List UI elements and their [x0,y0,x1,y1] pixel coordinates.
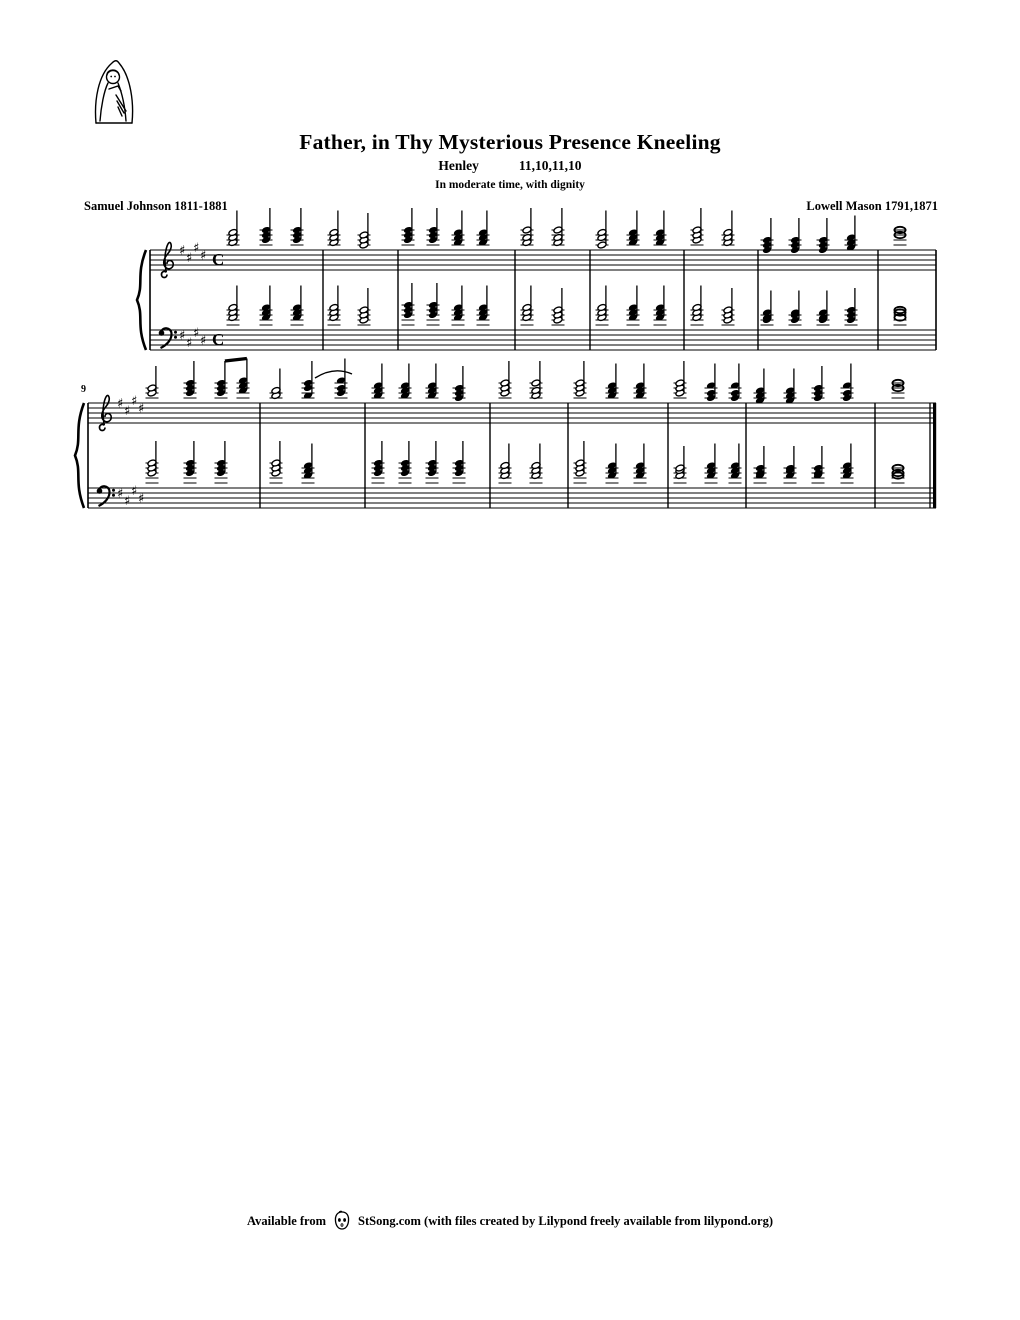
svg-text:♯: ♯ [124,494,131,509]
svg-text:9: 9 [81,384,86,395]
svg-text:♯: ♯ [138,491,145,507]
svg-text:♯: ♯ [186,251,193,266]
svg-text:♯: ♯ [131,394,138,409]
composer: Lowell Mason 1791,1871 [806,199,938,213]
svg-text:♯: ♯ [138,401,145,417]
svg-text:♯: ♯ [131,484,138,499]
svg-text:♯: ♯ [200,333,207,349]
tune-name: Henley [438,158,479,173]
music-system-1 [137,208,936,351]
svg-text:♯: ♯ [179,243,186,259]
stsong-face-icon [332,1210,352,1232]
svg-text:C: C [212,330,225,349]
meter: 11,10,11,10 [518,158,582,173]
svg-text:♯: ♯ [193,241,200,256]
svg-text:♯: ♯ [186,336,193,351]
svg-text:♯: ♯ [179,328,186,344]
lyricist: Samuel Johnson 1811-1881 [84,199,228,213]
svg-text:♯: ♯ [193,326,200,341]
music-score [0,0,1020,580]
svg-text:♯: ♯ [117,486,124,502]
page-title: Father, in Thy Mysterious Presence Kneeling [299,130,721,154]
footer [0,1207,1020,1229]
footer-prefix: Available from [247,1214,327,1228]
svg-text:♯: ♯ [200,248,207,264]
svg-text:♯: ♯ [124,404,131,419]
svg-text:C: C [212,250,225,269]
music-system-2 [75,359,936,510]
svg-text:♯: ♯ [117,396,124,412]
footer-suffix: StSong.com (with files created by Lilypond freely available from lilypond.org) [358,1214,773,1228]
tempo-marking: In moderate time, with dignity [435,179,585,191]
